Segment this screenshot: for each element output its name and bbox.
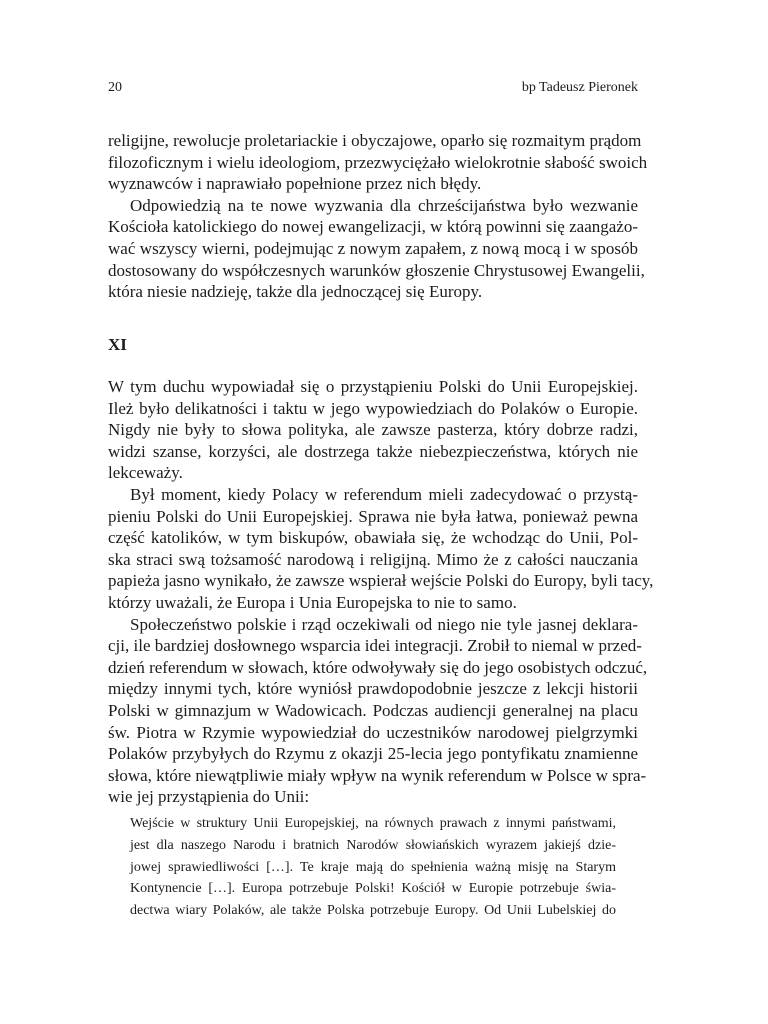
text-line: ska straci swą tożsamość narodową i religijną. Mimo że z całości nauczania [108, 549, 638, 569]
text-line: Nigdy nie były to słowa polityka, ale zawsze pasterza, który dobrze radzi, [108, 420, 638, 440]
text-line: cji, ile bardziej dosłownego wsparcia idei integracji. Zrobił to niemal w przed- [108, 636, 642, 656]
text-line: Kościoła katolickiego do nowej ewangelizacji, w którą powinni się zaangażo- [108, 217, 638, 237]
block-quote [130, 813, 616, 922]
text-line: religijne, rewolucje proletariackie i obyczajowe, oparło się rozmaitym prądom [108, 131, 642, 150]
text-line: Był moment, kiedy Polacy w referendum mieli zadecydować o przystą- [130, 484, 638, 504]
text-line: między innymi tych, które wyniósł prawdopodobnie jeszcze z lekcji historii [108, 679, 638, 699]
text-line: słowa, które niewątpliwie miały wpływ na wynik referendum w Polsce w spra- [108, 765, 647, 785]
quote-line: dectwa wiary Polaków, ale także Polska potrzebuje Europy. Od Unii Lubelskiej do [130, 903, 616, 919]
quote-line: jest dla naszego Narodu i bratnich Narodów słowiańskich wyrazem jakiejś dzie- [130, 837, 616, 853]
text-line: Społeczeństwo polskie i rząd oczekiwali od niego nie tyle jasnej deklara- [130, 614, 638, 634]
text-line: którzy uważali, że Europa i Unia Europejska to nie to samo. [108, 592, 517, 612]
text-line: Odpowiedzią na te nowe wyzwania dla chrześcijaństwa było wezwanie [130, 195, 638, 215]
text-line: filozoficznym i wielu ideologiom, przezwyciężało wielokrotnie słabość swoich [108, 152, 648, 172]
paragraph-block-2 [108, 376, 654, 808]
book-page [108, 0, 654, 1024]
quote-line: jowej sprawiedliwości […]. Te kraje mają do spełnienia ważną misję na Starym [130, 859, 616, 875]
text-line: która niesie nadzieję, także dla jednoczącej się Europy. [108, 282, 483, 302]
text-line: wać wszyscy wierni, podejmując z nowym zapałem, z nową mocą i w sposób [108, 238, 638, 258]
text-line: św. Piotra w Rzymie wypowiedział do uczestników narodowej pielgrzymki [108, 722, 638, 742]
quote-line: Kontynencie […]. Europa potrzebuje Polski! Kościół w Europie potrzebuje świa- [130, 881, 616, 897]
page-number: 20 [108, 80, 122, 95]
text-line: papieża jasno wynikało, że zawsze wspierał wejście Polski do Europy, byli tacy, [108, 571, 654, 591]
quote-line: Wejście w struktury Unii Europejskiej, na równych prawach z innymi państwami, [130, 816, 616, 831]
section-heading: XI [108, 335, 127, 354]
text-line: wie jej przystąpienia do Unii: [108, 787, 310, 807]
text-line: Ileż było delikatności i taktu w jego wypowiedziach do Polaków o Europie. [108, 398, 638, 418]
text-line: widzi szanse, korzyści, ale dostrzega także niebezpieczeństwa, których nie [108, 441, 638, 461]
running-header [108, 80, 638, 100]
paragraph-block-1 [108, 130, 648, 303]
text-line: pieniu Polski do Unii Europejskiej. Sprawa nie była łatwa, ponieważ pewna [108, 506, 638, 526]
text-line: Polski w gimnazjum w Wadowicach. Podczas audiencji generalnej na placu [108, 700, 638, 720]
text-line: wyznawców i naprawiało popełnione przez nich błędy. [108, 174, 482, 194]
running-title: bp Tadeusz Pieronek [521, 80, 638, 95]
text-line: W tym duchu wypowiadał się o przystąpieniu Polski do Unii Europejskiej. [108, 377, 638, 396]
text-line: lekceważy. [108, 463, 183, 483]
text-line: Polaków przybyłych do Rzymu z okazji 25-lecia jego pontyfikatu znamienne [108, 744, 638, 764]
text-line: dzień referendum w słowach, które odwoływały się do jego osobistych odczuć, [108, 657, 648, 677]
text-line: część katolików, w tym biskupów, obawiała się, że wchodząc do Unii, Pol- [108, 528, 638, 548]
text-line: dostosowany do współczesnych warunków głoszenie Chrystusowej Ewangelii, [108, 260, 645, 280]
